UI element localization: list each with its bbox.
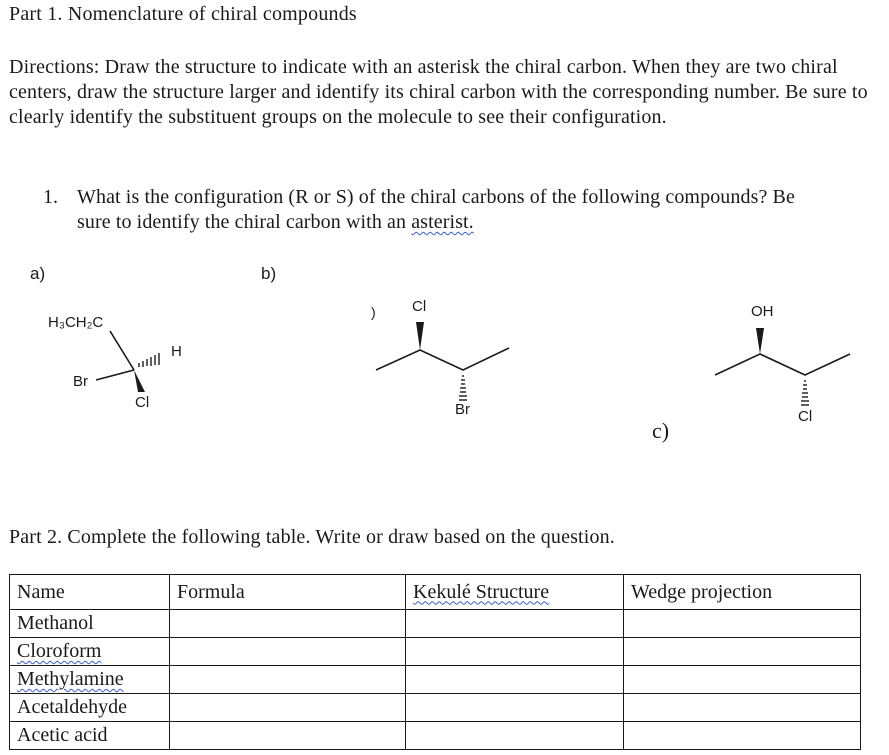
kekule-cell[interactable] [406, 694, 624, 722]
formula-cell[interactable] [170, 610, 406, 638]
table-row [10, 694, 861, 722]
molecule-a-top-group: H₃CH₂C [48, 314, 104, 331]
kekule-cell[interactable] [406, 722, 624, 750]
molecule-c [715, 303, 850, 425]
kekule-cell[interactable] [406, 638, 624, 666]
table-row [10, 666, 861, 694]
methylamine-text: Methylamine [17, 668, 124, 690]
row-name-cloroform [10, 638, 170, 666]
formula-cell[interactable] [170, 638, 406, 666]
molecule-b-carbon-chain [376, 348, 509, 370]
formula-cell[interactable] [170, 694, 406, 722]
molecule-a-bottom-group: Cl [135, 394, 150, 411]
wedge-cell[interactable] [624, 694, 861, 722]
kekule-header-text: Kekulé Structure [413, 580, 550, 603]
molecule-a [48, 314, 182, 411]
molecule-b-label: b) [261, 264, 277, 283]
part2-title: Part 2. Complete the following table. Write or draw based on the question. [9, 526, 615, 548]
molecule-b [371, 298, 509, 418]
molecule-a-left-group: Br [73, 373, 88, 390]
question-body: What is the configuration (R or S) of the chiral carbons of the following compounds? Be sure to identify the chiral carbon with an [77, 186, 795, 233]
molecule-b-wedge-bond [416, 322, 424, 350]
row-name-acetaldehyde: Acetaldehyde [10, 694, 170, 722]
molecule-a-right-group: H [171, 343, 182, 360]
wedge-cell[interactable] [624, 610, 861, 638]
table-row [10, 638, 861, 666]
molecule-a-top-bond [110, 331, 134, 370]
row-name-methylamine [10, 666, 170, 694]
directions-paragraph: Directions: Draw the structure to indicate with an asterisk the chiral carbon. When they are two chiral centers, draw the structure larger and identify its chiral carbon with the corresponding number. Be sure to clearly identify the substituent groups on the molecule to see their configuration. [9, 56, 868, 128]
column-header-kekule [406, 575, 624, 610]
molecule-b-stray-mark: ) [371, 304, 376, 320]
formula-cell[interactable] [170, 722, 406, 750]
wedge-cell[interactable] [624, 666, 861, 694]
molecule-c-wedge-bond [756, 328, 764, 354]
compounds-table [9, 574, 861, 750]
part1-title: Part 1. Nomenclature of chiral compounds [9, 3, 357, 25]
column-header-formula: Formula [170, 575, 406, 610]
row-name-methanol: Methanol [10, 610, 170, 638]
molecule-b-top-group: Cl [412, 298, 427, 315]
molecule-b-hashed-bond [459, 376, 467, 400]
molecule-c-hashed-bond [801, 381, 809, 405]
question-last-word: asterist. [411, 211, 474, 233]
column-header-wedge: Wedge projection [624, 575, 861, 610]
molecule-c-label: c) [652, 418, 670, 443]
molecule-c-bottom-group: Cl [798, 408, 813, 425]
molecule-a-label: a) [30, 264, 46, 283]
molecule-b-bottom-group: Br [455, 401, 470, 418]
molecule-a-wedge-bond [134, 370, 145, 392]
wedge-cell[interactable] [624, 638, 861, 666]
table-row [10, 610, 861, 638]
molecule-c-carbon-chain [715, 354, 850, 375]
question-number: 1. [43, 186, 58, 208]
table-header-row [10, 575, 861, 610]
wedge-cell[interactable] [624, 722, 861, 750]
cloroform-text: Cloroform [17, 640, 102, 662]
molecule-a-hashed-bond [139, 353, 159, 367]
molecule-c-top-group: OH [751, 303, 774, 320]
formula-cell[interactable] [170, 666, 406, 694]
molecule-a-left-bond [96, 370, 134, 380]
kekule-cell[interactable] [406, 666, 624, 694]
table-row [10, 722, 861, 750]
row-name-acetic-acid: Acetic acid [10, 722, 170, 750]
kekule-cell[interactable] [406, 610, 624, 638]
column-header-name: Name [10, 575, 170, 610]
